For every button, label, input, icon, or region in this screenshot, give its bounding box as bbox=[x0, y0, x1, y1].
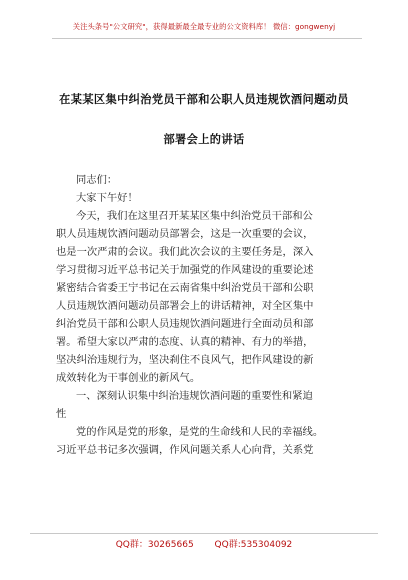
document-title-line-2: 部署会上的讲话 bbox=[163, 133, 245, 146]
para2-line: 习近平总书记多次强调，作风问题关系人心向背，关系党 bbox=[56, 444, 314, 456]
para1-line: 紧密结合省委王宁书记在云南省集中纠治党员干部和公职 bbox=[56, 282, 314, 294]
para1-line: 学习贯彻习近平总书记关于加强党的作风建设的重要论述 bbox=[56, 264, 314, 276]
para1-line: 成效转化为干事创业的新风气。 bbox=[56, 372, 201, 384]
para1-line: 今天，我们在这里召开某某区集中纠治党员干部和公 bbox=[76, 210, 313, 222]
para1-line: 署。希望大家以严肃的态度、认真的精神、有力的举措， bbox=[56, 336, 314, 348]
para2-line: 党的作风是党的形象，是党的生命线和人民的幸福线。 bbox=[76, 426, 324, 438]
greeting: 同志们： bbox=[76, 174, 118, 186]
salutation: 大家下午好！ bbox=[76, 192, 138, 204]
footer-divider bbox=[30, 533, 378, 534]
para1-line: 也是一次严肃的会议。我们此次会议的主要任务是，深入 bbox=[56, 246, 314, 258]
footer-qq-group-2: QQ群:535304092 bbox=[214, 540, 293, 550]
header-divider bbox=[52, 38, 362, 39]
para1-line: 坚决纠治违规行为，坚决刹住不良风气，把作风建设的新 bbox=[56, 354, 314, 366]
para1-line: 职人员违规饮酒问题动员部署会，这是一次重要的会议， bbox=[56, 228, 314, 240]
section-heading-line: 一、深刻认识集中纠治违规饮酒问题的重要性和紧迫 bbox=[76, 390, 313, 402]
para1-line: 人员违规饮酒问题动员部署会上的讲话精神，对全区集中 bbox=[56, 300, 314, 312]
footer-banner bbox=[0, 537, 408, 550]
section-heading-line: 性 bbox=[56, 408, 67, 420]
header-banner: 关注头条号"公文研究"，获得最新最全最专业的公文资料库！ 微信：gongwenyj bbox=[72, 22, 336, 31]
document-title-line-1: 在某某区集中纠治党员干部和公职人员违规饮酒问题动员 bbox=[59, 93, 349, 106]
body-text bbox=[56, 171, 356, 459]
footer-qq-group-1: QQ群：30265665 bbox=[115, 540, 194, 550]
para1-line: 纠治党员干部和公职人员违规饮酒问题进行全面动员和部 bbox=[56, 318, 314, 330]
